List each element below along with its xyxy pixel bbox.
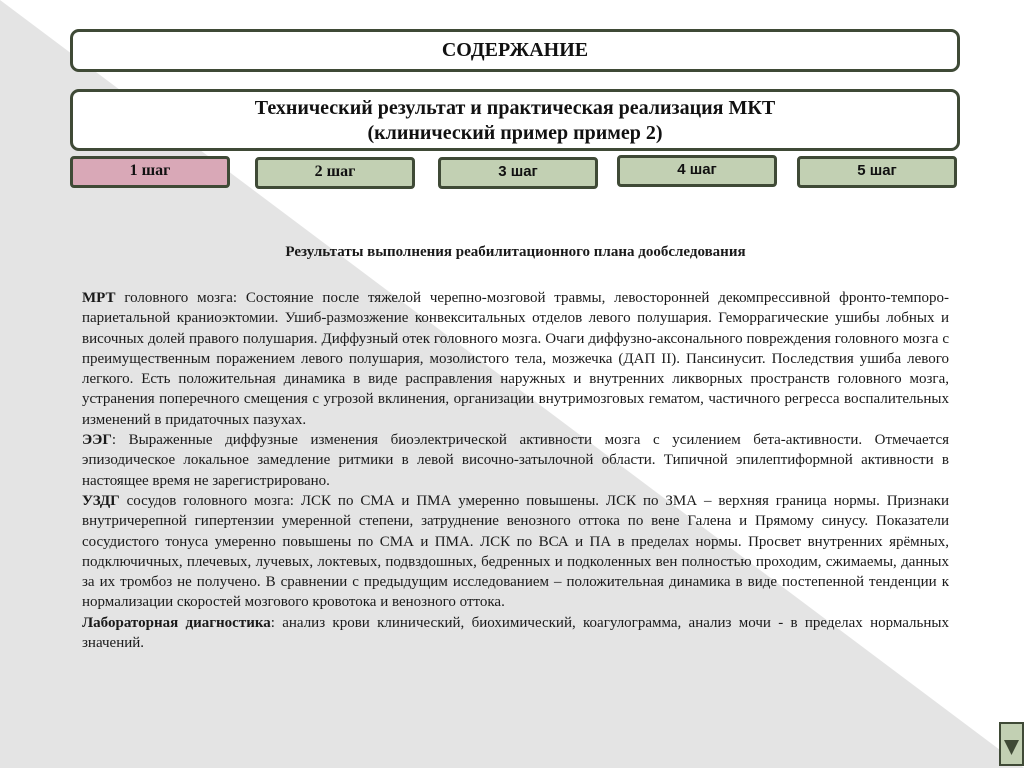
- step-2-button[interactable]: 2 шаг: [255, 157, 415, 189]
- section-subtitle: [70, 89, 960, 151]
- uzdg-text: сосудов головного мозга: ЛСК по СМА и ПМА умеренно повышены. ЛСК по ЗМА – верхняя граница нормы. Признаки внутричерепной гипертензии умеренной степени, затруднение венозного оттока по вене Галена и Прямому синусу. Показатели сосудистого тонуса умеренно повышены по СМА и ПМА. ЛСК по ВСА и ПА в пределах нормы. Просвет внутренних ярёмных, подключичных, плечевых, лучевых, локтевых, подвздошных, бедренных и подколенных вен полностью проходим, сжимаемы, данных за их тромбоз не получено. В сравнении с предыдущим исследованием – положительная динамика в виде постепенной тенденции к нормализации скоростей мозгового кровотока и венозного оттока.: [82, 492, 949, 611]
- results-heading: Результаты выполнения реабилитационного плана дообследования: [285, 244, 746, 260]
- step-1-button[interactable]: 1 шаг: [70, 156, 230, 188]
- results-content: [82, 241, 949, 653]
- results-paragraph: [82, 288, 949, 653]
- mrt-text: головного мозга: Состояние после тяжелой черепно-мозговой травмы, левосторонней декомпрессивной фронто-темпоро-париетальной краниоэктомии. Ушиб-размозжение конвекситальных отделов левого полушария. Геморрагические ушибы лобных и височных долей правого полушария. Диффузный отек головного мозга. Очаги диффузно-аксонального повреждения головного мозга с преимущественным поражением левого полушария, мозолистого тела, мозжечка (ДАП II). Пансинусит. Последствия ушиба левого легкого. Есть положительная динамика в виде расправления наружных и внутренних ликворных пространств головного мозга, устранения поперечного смещения с угрозой вклинения, организации внутримозговых гематом, частичного регресса воспалительных изменений в придаточных пазухах.: [82, 290, 949, 428]
- eeg-text: : Выраженные диффузные изменения биоэлектрической активности мозга с усилением бета-активности. Отмечается эпизодическое локальное замедление ритмики в левой височно-затылочной области. Типичной эпилептиформной активности в настоящее время не зарегистрировано.: [82, 432, 949, 489]
- lab-label: Лабораторная диагностика: [82, 614, 271, 631]
- step-5-button[interactable]: 5 шаг: [797, 156, 957, 188]
- mrt-label: МРТ: [82, 290, 116, 306]
- page-title: СОДЕРЖАНИЕ: [70, 29, 960, 72]
- step-4-button[interactable]: 4 шаг: [617, 155, 777, 187]
- subtitle-line-1: Технический результат и практическая реализация МКТ: [254, 97, 776, 119]
- lab-text: : анализ крови клинический, биохимический, коагулограмма, анализ мочи - в пределах нормальных значений.: [82, 614, 949, 652]
- uzdg-label: УЗДГ: [82, 492, 120, 509]
- subtitle-line-2: (клинический пример пример 2): [367, 122, 663, 144]
- next-slide-button[interactable]: [999, 722, 1024, 766]
- step-3-button[interactable]: 3 шаг: [438, 157, 598, 189]
- eeg-label: ЭЭГ: [82, 432, 112, 449]
- triangle-down-icon: [1001, 724, 1022, 764]
